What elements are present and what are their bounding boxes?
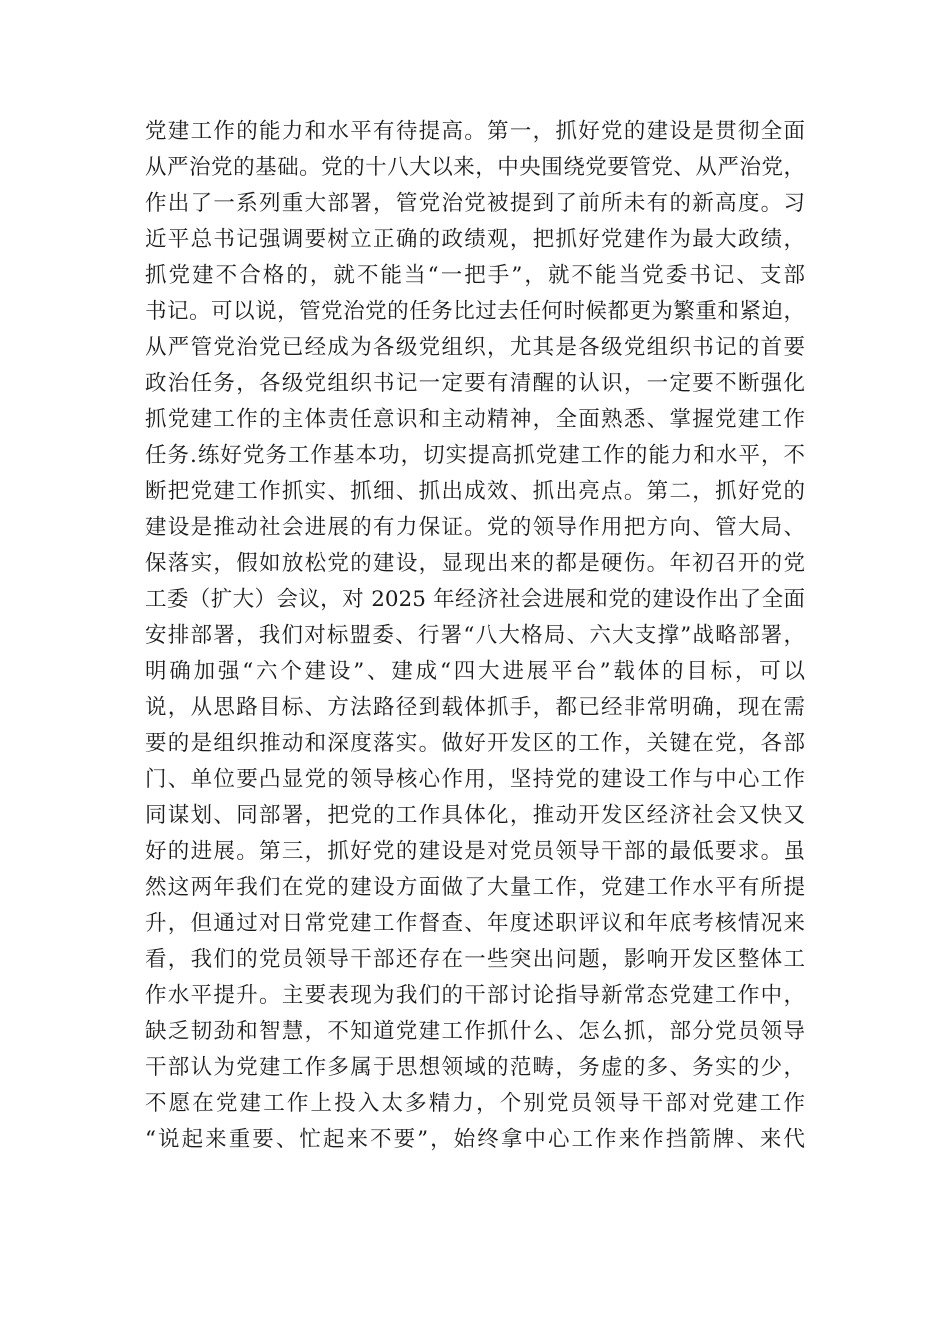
text-line: 不愿在党建工作上投入太多精力，个别党员领导干部对党建工作 — [145, 1091, 805, 1116]
body-text — [145, 114, 805, 1158]
text-line: 升，但通过对日常党建工作督查、年度述职评议和年底考核情况来 — [145, 911, 805, 936]
text-line: 明确加强“六个建设”、建成“四大进展平台”载体的目标，可以 — [145, 659, 805, 684]
text-line: 缺乏韧劲和智慧，不知道党建工作抓什么、怎么抓，部分党员领导 — [145, 1019, 805, 1044]
text-line: 干部认为党建工作多属于思想领域的范畴，务虚的多、务实的少， — [145, 1055, 805, 1080]
text-line: 作水平提升。主要表现为我们的干部讨论指导新常态党建工作中， — [145, 983, 805, 1008]
text-line: 好的进展。第三，抓好党的建设是对党员领导干部的最低要求。虽 — [145, 839, 805, 864]
text-line: 工委（扩大）会议，对 2025 年经济社会进展和党的建设作出了全面 — [145, 587, 805, 612]
text-line: 然这两年我们在党的建设方面做了大量工作，党建工作水平有所提 — [145, 875, 805, 900]
text-line: 断把党建工作抓实、抓细、抓出成效、抓出亮点。第二，抓好党的 — [145, 479, 805, 504]
text-line: 同谋划、同部署，把党的工作具体化，推动开发区经济社会又快又 — [145, 803, 805, 828]
text-line: 党建工作的能力和水平有待提高。第一，抓好党的建设是贯彻全面 — [145, 119, 805, 144]
text-line: 政治任务，各级党组织书记一定要有清醒的认识，一定要不断强化 — [145, 371, 805, 396]
text-line: 近平总书记强调要树立正确的政绩观，把抓好党建作为最大政绩， — [145, 227, 805, 252]
text-line: 从严治党的基础。党的十八大以来，中央围绕党要管党、从严治党， — [145, 155, 805, 180]
text-line: 门、单位要凸显党的领导核心作用，坚持党的建设工作与中心工作 — [145, 767, 805, 792]
text-line: 任务.练好党务工作基本功，切实提高抓党建工作的能力和水平，不 — [145, 443, 805, 468]
text-line: 抓党建工作的主体责任意识和主动精神，全面熟悉、掌握党建工作 — [145, 407, 805, 432]
text-line: 看，我们的党员领导干部还存在一些突出问题，影响开发区整体工 — [145, 947, 805, 972]
text-line: “说起来重要、忙起来不要”，始终拿中心工作来作挡箭牌、来代 — [145, 1127, 805, 1152]
text-line: 建设是推动社会进展的有力保证。党的领导作用把方向、管大局、 — [145, 515, 805, 540]
text-line: 保落实，假如放松党的建设，显现出来的都是硬伤。年初召开的党 — [145, 551, 805, 576]
text-line: 书记。可以说，管党治党的任务比过去任何时候都更为繁重和紧迫， — [145, 299, 805, 324]
text-line: 从严管党治党已经成为各级党组织，尤其是各级党组织书记的首要 — [145, 335, 805, 360]
text-line: 作出了一系列重大部署，管党治党被提到了前所未有的新高度。习 — [145, 191, 805, 216]
text-line: 抓党建不合格的，就不能当“一把手”，就不能当党委书记、支部 — [145, 263, 805, 288]
text-line: 安排部署，我们对标盟委、行署“八大格局、六大支撑”战略部署， — [145, 623, 805, 648]
text-line: 要的是组织推动和深度落实。做好开发区的工作，关键在党，各部 — [145, 731, 805, 756]
text-line: 说，从思路目标、方法路径到载体抓手，都已经非常明确，现在需 — [145, 695, 805, 720]
